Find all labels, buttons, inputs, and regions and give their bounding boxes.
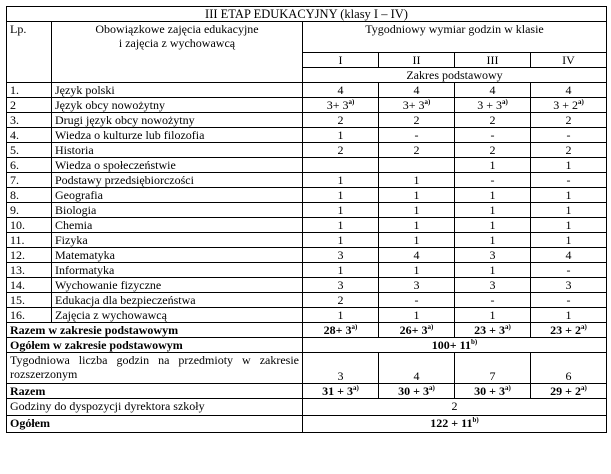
table-row (7, 308, 607, 323)
row-subject-name: Geografia (52, 188, 303, 203)
ogolem-podst-value: $100+ 11^{b)}$ (303, 338, 607, 353)
row-hours-value: 1 (455, 203, 531, 218)
row-lp: 2 (7, 98, 52, 113)
row-hours-value: $3+ 3^{a)}$ (379, 98, 455, 113)
row-hours-value: - (379, 293, 455, 308)
row-hours-value: 1 (531, 233, 607, 248)
row-hours-value: - (531, 128, 607, 143)
row-subject-name: Historia (52, 143, 303, 158)
row-hours-value: 1 (531, 308, 607, 323)
row-lp: 12. (7, 248, 52, 263)
row-lp: 6. (7, 158, 52, 173)
rozszerzony-row (7, 353, 607, 384)
row-hours-value: - (455, 293, 531, 308)
row-hours-value: 4 (531, 248, 607, 263)
row-hours-value: 1 (379, 173, 455, 188)
row-hours-value: 1 (531, 218, 607, 233)
row-subject-name: Wychowanie fizyczne (52, 278, 303, 293)
row-lp: 8. (7, 188, 52, 203)
row-subject-name: Podstawy przedsiębiorczości (52, 173, 303, 188)
godziny-dyr-value: 2 (303, 399, 607, 416)
row-hours-value: 3 (531, 278, 607, 293)
row-subject-name: Język obcy nowożytny (52, 98, 303, 113)
row-subject-name: Matematyka (52, 248, 303, 263)
row-lp: 5. (7, 143, 52, 158)
row-subject-name: Drugi język obcy nowożytny (52, 113, 303, 128)
row-lp: 4. (7, 128, 52, 143)
row-subject-name: Wiedza o społeczeństwie (52, 158, 303, 173)
rozszerzony-value: 7 (455, 353, 531, 384)
rozszerzony-label: Tygodniowa liczba godzin na przedmioty w zakresie rozszerzonym (7, 353, 303, 384)
table-row (7, 263, 607, 278)
row-hours-value (303, 158, 379, 173)
ogolem-value: $122 + 11^{b)}$ (303, 416, 607, 433)
table-row (7, 128, 607, 143)
rozszerzony-value: 4 (379, 353, 455, 384)
table-row (7, 218, 607, 233)
row-lp: 11. (7, 233, 52, 248)
godziny-dyr-row (7, 399, 607, 416)
table-row (7, 113, 607, 128)
row-hours-value: 2 (303, 113, 379, 128)
row-hours-value: 3 (455, 278, 531, 293)
lp-header: Lp. (7, 22, 52, 83)
row-hours-value: 2 (379, 113, 455, 128)
row-hours-value: 2 (531, 113, 607, 128)
row-subject-name: Wiedza o kulturze lub filozofia (52, 128, 303, 143)
row-hours-value: 4 (379, 248, 455, 263)
table-row (7, 143, 607, 158)
row-hours-value: 3 (379, 278, 455, 293)
row-hours-value: 2 (303, 293, 379, 308)
row-hours-value: 2 (455, 113, 531, 128)
table-row (7, 98, 607, 113)
row-hours-value: 1 (455, 158, 531, 173)
razem-podst-row (7, 323, 607, 338)
ogolem-row (7, 416, 607, 433)
subject-rows (7, 83, 607, 323)
scope-header: Zakres podstawowy (303, 68, 607, 83)
table-row (7, 233, 607, 248)
row-hours-value: 4 (531, 83, 607, 98)
row-hours-value: 1 (379, 233, 455, 248)
row-hours-value: 2 (379, 143, 455, 158)
row-hours-value: - (455, 173, 531, 188)
table-row (7, 293, 607, 308)
row-subject-name: Informatyka (52, 263, 303, 278)
razem-value: $30 + 3^{a)}$ (455, 384, 531, 399)
row-hours-value: $3+ 3^{a)}$ (303, 98, 379, 113)
razem-row (7, 384, 607, 399)
row-hours-value: 1 (455, 233, 531, 248)
rozszerzony-value: 6 (531, 353, 607, 384)
table-row (7, 248, 607, 263)
row-subject-name: Język polski (52, 83, 303, 98)
row-lp: 7. (7, 173, 52, 188)
subject-header (52, 22, 303, 83)
row-hours-value: $3 + 2^{a)}$ (531, 98, 607, 113)
row-hours-value: 1 (303, 188, 379, 203)
row-subject-name: Biologia (52, 203, 303, 218)
razem-value: $31 + 3^{a)}$ (303, 384, 379, 399)
row-hours-value: - (531, 263, 607, 278)
table-row (7, 158, 607, 173)
table-row (7, 173, 607, 188)
row-lp: 10. (7, 218, 52, 233)
row-subject-name: Zajęcia z wychowawcą (52, 308, 303, 323)
godziny-dyr-label: Godziny do dyspozycji dyrektora szkoły (7, 399, 303, 416)
razem-podst-value: $23 + 3^{a)}$ (455, 323, 531, 338)
row-hours-value: 4 (455, 83, 531, 98)
curriculum-table (6, 6, 607, 433)
class-header: II (379, 53, 455, 68)
row-hours-value: 4 (303, 83, 379, 98)
row-hours-value: 1 (379, 188, 455, 203)
row-subject-name: Chemia (52, 218, 303, 233)
row-hours-value: 1 (379, 203, 455, 218)
ogolem-label: Ogółem (7, 416, 303, 433)
header-row (7, 22, 607, 53)
rozszerzony-value: 3 (303, 353, 379, 384)
row-hours-value: 1 (303, 173, 379, 188)
table-row (7, 188, 607, 203)
row-subject-name: Fizyka (52, 233, 303, 248)
row-hours-value: 1 (455, 218, 531, 233)
row-hours-value: - (455, 128, 531, 143)
row-hours-value: 1 (531, 158, 607, 173)
razem-podst-value: $28+ 3^{a)}$ (303, 323, 379, 338)
ogolem-podst-label: Ogółem w zakresie podstawowym (7, 338, 303, 353)
row-hours-value (379, 158, 455, 173)
row-hours-value: 1 (455, 263, 531, 278)
razem-podst-label: Razem w zakresie podstawowym (7, 323, 303, 338)
row-hours-value: 1 (379, 263, 455, 278)
row-lp: 14. (7, 278, 52, 293)
row-hours-value: 3 (455, 248, 531, 263)
table-row (7, 83, 607, 98)
row-hours-value: 2 (303, 143, 379, 158)
row-hours-value: 3 (303, 248, 379, 263)
curriculum-table-wrapper (6, 6, 606, 433)
row-hours-value: 2 (455, 143, 531, 158)
row-hours-value: 4 (379, 83, 455, 98)
razem-podst-value: $23 + 2^{a)}$ (531, 323, 607, 338)
row-hours-value: 1 (303, 203, 379, 218)
razem-label: Razem (7, 384, 303, 399)
row-hours-value: 2 (531, 143, 607, 158)
razem-podst-value: $26+ 3^{a)}$ (379, 323, 455, 338)
class-header: I (303, 53, 379, 68)
row-hours-value: 1 (303, 218, 379, 233)
row-lp: 15. (7, 293, 52, 308)
razem-value: $29 + 2^{a)}$ (531, 384, 607, 399)
row-hours-value: 1 (379, 308, 455, 323)
row-hours-value: 1 (303, 308, 379, 323)
row-hours-value: 1 (455, 308, 531, 323)
razem-value: $30 + 3^{a)}$ (379, 384, 455, 399)
subject-header-line1: Obowiązkowe zajęcia edukacyjne (95, 22, 259, 36)
weekly-hours-header: Tygodniowy wymiar godzin w klasie (303, 22, 607, 53)
row-hours-value: - (379, 128, 455, 143)
row-lp: 13. (7, 263, 52, 278)
row-hours-value: - (531, 173, 607, 188)
row-lp: 3. (7, 113, 52, 128)
row-lp: 1. (7, 83, 52, 98)
table-row (7, 203, 607, 218)
table-title: III ETAP EDUKACYJNY (klasy I – IV) (7, 7, 607, 22)
row-hours-value: 3 (303, 278, 379, 293)
ogolem-podst-row (7, 338, 607, 353)
row-lp: 16. (7, 308, 52, 323)
title-row (7, 7, 607, 22)
row-hours-value: 1 (379, 218, 455, 233)
row-hours-value: - (531, 293, 607, 308)
row-hours-value: 1 (303, 233, 379, 248)
subject-header-line2: i zajęcia z wychowawcą (118, 36, 236, 50)
row-hours-value: 1 (531, 188, 607, 203)
class-header: IV (531, 53, 607, 68)
row-hours-value: $3 + 3^{a)}$ (455, 98, 531, 113)
row-lp: 9. (7, 203, 52, 218)
row-hours-value: 1 (531, 203, 607, 218)
row-hours-value: 1 (303, 263, 379, 278)
row-hours-value: 1 (303, 128, 379, 143)
table-row (7, 278, 607, 293)
row-hours-value: 1 (455, 188, 531, 203)
row-subject-name: Edukacja dla bezpieczeństwa (52, 293, 303, 308)
class-header: III (455, 53, 531, 68)
